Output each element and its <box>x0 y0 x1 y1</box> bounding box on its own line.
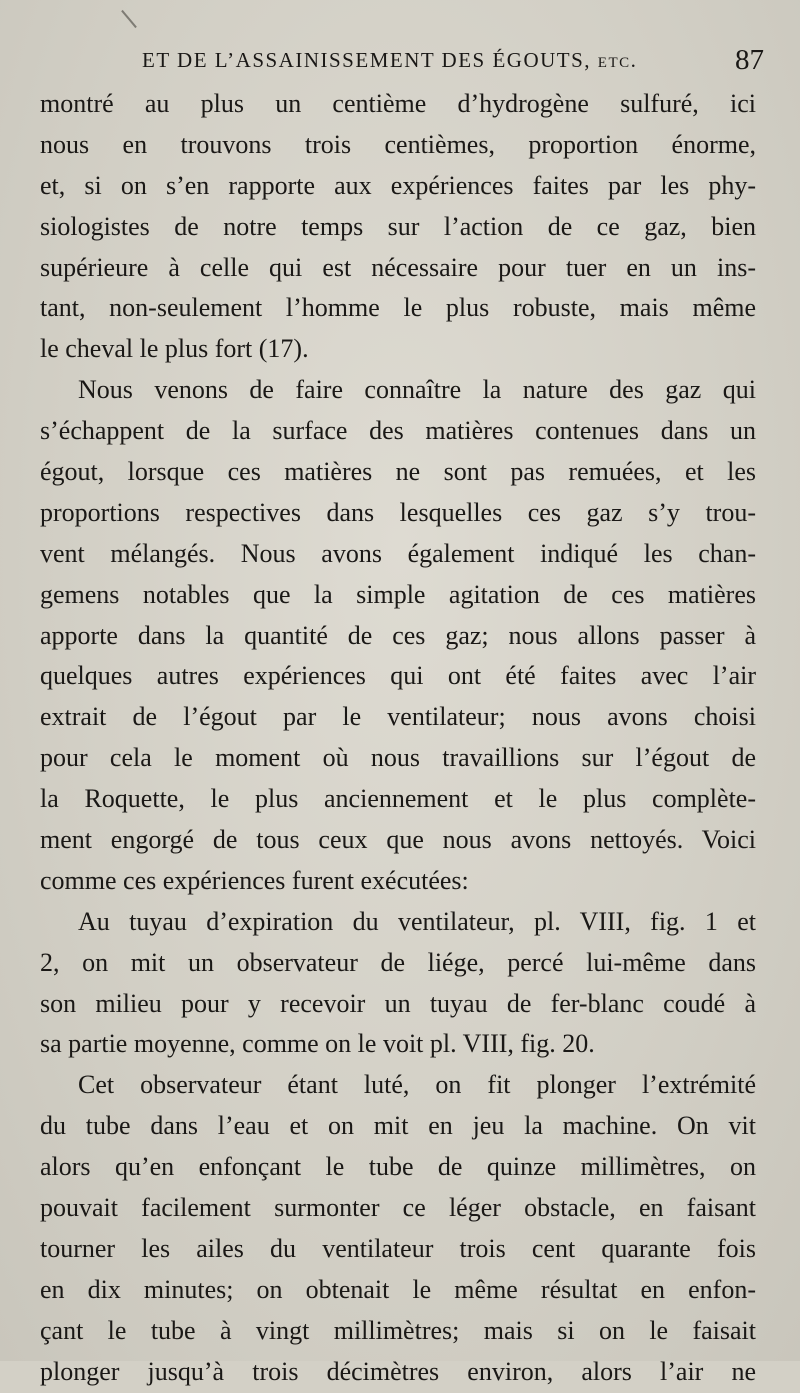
page-number: 87 <box>735 44 764 76</box>
text-line: siologistes de notre temps sur l’action de ce gaz, bien <box>40 211 756 241</box>
text-line: la Roquette, le plus anciennement et le plus complète- <box>40 784 756 814</box>
text-line: montré au plus un centième d’hydrogène sulfuré, ici <box>40 89 756 118</box>
text-line: Cet observateur étant luté, on fit plonger l’extrémité <box>78 1070 756 1100</box>
text-line: proportions respectives dans lesquelles ces gaz s’y trou- <box>40 497 756 527</box>
scan-mark <box>121 10 137 28</box>
text-line: plonger jusqu’à trois décimètres environ, alors l’air ne <box>40 1356 756 1386</box>
text-line: comme ces expériences furent exécutées: <box>40 865 469 895</box>
text-line: vent mélangés. Nous avons également indiqué les chan- <box>40 538 756 568</box>
text-line: alors qu’en enfonçant le tube de quinze millimètres, on <box>40 1152 756 1182</box>
text-line: Au tuyau d’expiration du ventilateur, pl. VIII, fig. 1 et <box>78 906 756 936</box>
body-text <box>40 84 756 1393</box>
text-line: pouvait facilement surmonter ce léger obstacle, en faisant <box>40 1193 756 1223</box>
text-line: pour cela le moment où nous travaillions sur l’égout de <box>40 743 756 773</box>
text-line: nous en trouvons trois centièmes, proportion énorme, <box>40 129 756 159</box>
text-line: du tube dans l’eau et on mit en jeu la machine. On vit <box>40 1111 756 1141</box>
text-line: en dix minutes; on obtenait le même résultat en enfon- <box>40 1274 756 1304</box>
text-line: extrait de l’égout par le ventilateur; nous avons choisi <box>40 702 756 732</box>
text-line: 2, on mit un observateur de liége, percé lui-même dans <box>40 947 756 977</box>
text-line: gemens notables que la simple agitation de ces matières <box>40 579 756 609</box>
text-line: supérieure à celle qui est nécessaire pour tuer en un ins- <box>40 252 756 282</box>
running-title: ET DE L’ASSAINISSEMENT DES ÉGOUTS, etc. <box>142 48 638 72</box>
text-line: et, si on s’en rapporte aux expériences faites par les phy- <box>40 170 756 200</box>
text-line: son milieu pour y recevoir un tuyau de fer-blanc coudé à <box>40 988 756 1018</box>
text-line: le cheval le plus fort (17). <box>40 334 309 364</box>
text-line: sa partie moyenne, comme on le voit pl. VIII, fig. 20. <box>40 1029 595 1059</box>
text-line: apporte dans la quantité de ces gaz; nous allons passer à <box>40 620 756 650</box>
text-line: Nous venons de faire connaître la nature des gaz qui <box>78 375 756 405</box>
text-line: çant le tube à vingt millimètres; mais si on le faisait <box>40 1315 756 1345</box>
text-line: tant, non-seulement l’homme le plus robuste, mais même <box>40 293 756 323</box>
text-line: s’échappent de la surface des matières contenues dans un <box>40 416 756 446</box>
running-head <box>40 44 764 84</box>
text-line: ment engorgé de tous ceux que nous avons nettoyés. Voici <box>40 825 756 855</box>
text-line: quelques autres expériences qui ont été faites avec l’air <box>40 661 756 691</box>
text-line: égout, lorsque ces matières ne sont pas remuées, et les <box>40 457 756 487</box>
text-line: tourner les ailes du ventilateur trois cent quarante fois <box>40 1233 756 1263</box>
